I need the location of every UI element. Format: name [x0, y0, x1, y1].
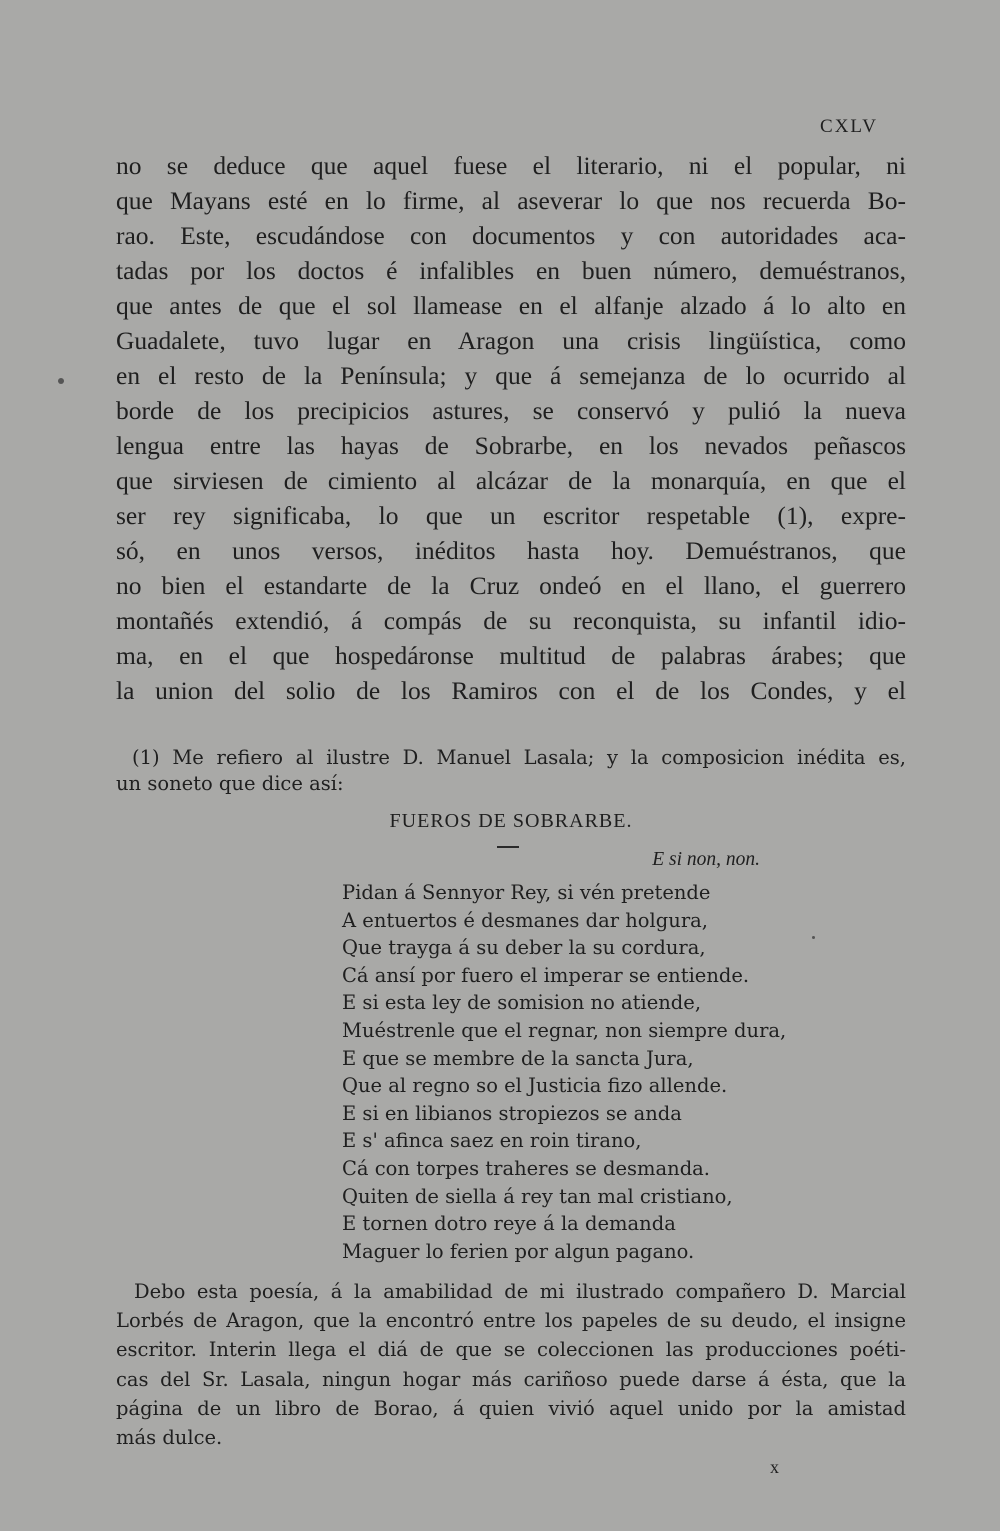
body-line: la union del solio de los Ramiros con el de los Condes, y el: [116, 676, 906, 705]
body-line: en el resto de la Península; y que á semejanza de lo ocurrido al: [116, 361, 906, 390]
poem-verse: A entuertos é desmanes dar holgura,: [342, 908, 708, 932]
poem-verse: E tornen dotro reye á la demanda: [342, 1212, 676, 1236]
body-line: no bien el estandarte de la Cruz ondeó en el llano, el guerrero: [116, 571, 906, 600]
footnote-line: (1) Me refiero al ilustre D. Manuel Lasala; y la composicion inédita es,: [132, 746, 906, 769]
poem-verse: E que se membre de la sancta Jura,: [342, 1046, 694, 1070]
poem-verse: Pidan á Sennyor Rey, si vén pretende: [342, 881, 711, 904]
body-line: ser rey significaba, lo que un escritor respetable (1), expre-: [116, 501, 906, 530]
body-line: borde de los precipicios astures, se conservó y pulió la nueva: [116, 396, 906, 425]
body-line: que sirviesen de cimiento al alcázar de la monarquía, en que el: [116, 466, 906, 495]
note-line: Debo esta poesía, á la amabilidad de mi ilustrado compañero D. Marcial: [134, 1280, 906, 1303]
poem-sonnet: [342, 879, 822, 1265]
body-line: que Mayans esté en lo firme, al aseverar lo que nos recuerda Bo-: [116, 186, 906, 215]
poem-verse: Cá ansí por fuero el imperar se entiende.: [342, 963, 750, 987]
poem-verse: E si esta ley de somision no atiende,: [342, 991, 702, 1015]
poem-title: FUEROS DE SOBRARBE.: [389, 810, 633, 832]
body-line: montañés extendió, á compás de su reconquista, su infantil idio-: [116, 606, 906, 635]
poem-verse: Que al regno so el Justicia fizo allende.: [342, 1074, 728, 1098]
poem-verse: Que trayga á su deber la su cordura,: [342, 936, 706, 960]
poem-epigraph: E si non, non.: [652, 849, 760, 870]
note-line: cas del Sr. Lasala, ningun hogar más cariñoso puede darse á ésta, que la: [116, 1367, 906, 1391]
footnote-line: un soneto que dice así:: [116, 772, 344, 795]
body-line: lengua entre las hayas de Sobrarbe, en los nevados peñascos: [116, 431, 906, 460]
ink-speck: [812, 936, 815, 939]
poem-verse: Cá con torpes traheres se desmanda.: [342, 1156, 710, 1180]
ink-speck: [58, 378, 64, 384]
body-line: que antes de que el sol llamease en el alfanje alzado á lo alto en: [116, 291, 906, 320]
body-line: tadas por los doctos é infalibles en buen número, demuéstranos,: [116, 256, 906, 285]
page-number: CXLV: [820, 116, 878, 137]
poem-verse: Quiten de siella á rey tan mal cristiano,: [342, 1184, 733, 1208]
poem-verse: E s' afinca saez en roin tirano,: [342, 1129, 642, 1153]
signature-mark: x: [770, 1457, 779, 1477]
poem-verse: E si en libianos stropiezos se anda: [342, 1101, 682, 1125]
note-line: escritor. Interin llega el diá de que se coleccionen las producciones poéti-: [116, 1338, 906, 1362]
poem-verse: Muéstrenle que el regnar, non siempre dura,: [342, 1018, 787, 1042]
note-line: Lorbés de Aragon, que la encontró entre los papeles de su deudo, el insigne: [116, 1309, 906, 1333]
poem-verse: Maguer lo ferien por algun pagano.: [342, 1239, 695, 1263]
body-paragraph: [116, 148, 906, 708]
note-line: más dulce.: [116, 1425, 223, 1449]
body-line: rao. Este, escudándose con documentos y con autoridades aca-: [116, 221, 906, 250]
body-line: no se deduce que aquel fuese el literario, ni el popular, ni: [116, 151, 906, 180]
acknowledgement-note: [116, 1277, 906, 1452]
body-line: Guadalete, tuvo lugar en Aragon una crisis lingüística, como: [116, 326, 906, 355]
note-line: página de un libro de Borao, á quien vivió aquel unido por la amistad: [116, 1396, 906, 1420]
title-divider: [497, 846, 519, 848]
body-line: ma, en el que hospedáronse multitud de palabras árabes; que: [116, 641, 906, 670]
footnote: [116, 745, 906, 797]
body-line: só, en unos versos, inéditos hasta hoy. Demuéstranos, que: [116, 536, 906, 565]
